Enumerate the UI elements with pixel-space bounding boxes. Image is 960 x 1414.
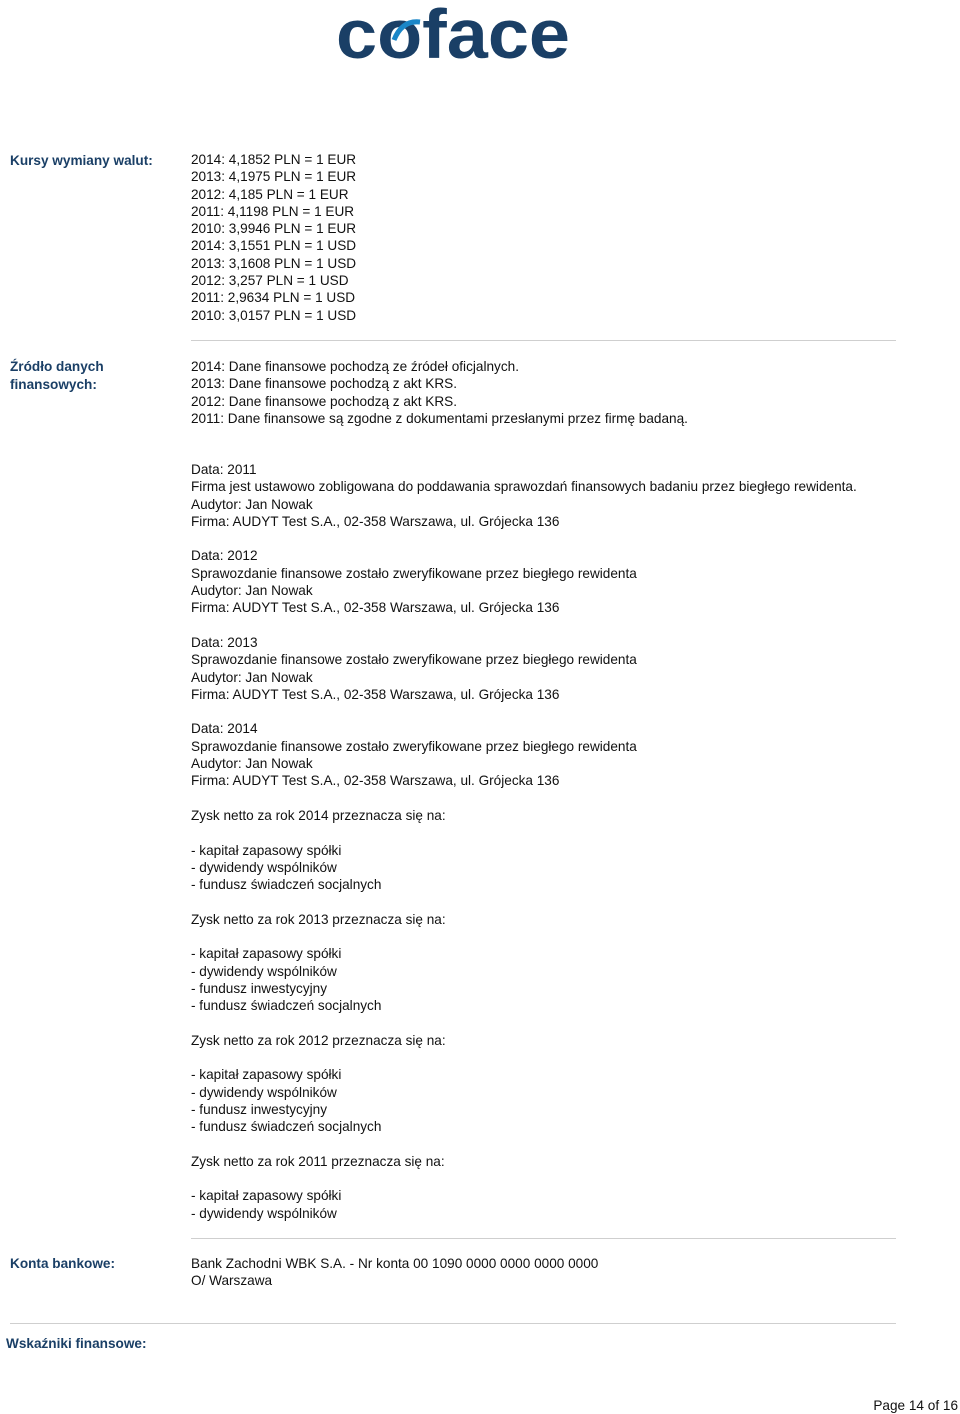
source-line: 2013: Dane finansowe pochodzą z akt KRS. bbox=[191, 376, 458, 392]
profit-title: Zysk netto za rok 2013 przeznacza się na: bbox=[191, 911, 446, 927]
page-number: Page 14 of 16 bbox=[873, 1398, 958, 1413]
audit-desc: Sprawozdanie finansowe zostało zweryfikowane przez biegłego rewidenta bbox=[191, 565, 637, 581]
profit-item: - kapitał zapasowy spółki bbox=[191, 1067, 342, 1083]
profit-title: Zysk netto za rok 2011 przeznacza się na: bbox=[191, 1153, 445, 1169]
profit-item: - fundusz inwestycyjny bbox=[191, 980, 327, 996]
profit-item: - kapitał zapasowy spółki bbox=[191, 1188, 342, 1204]
audit-auditor: Audytor: Jan Nowak bbox=[191, 756, 313, 772]
profit-title: Zysk netto za rok 2014 przeznacza się na: bbox=[191, 807, 446, 823]
source-line: 2014: Dane finansowe pochodzą ze źródeł oficjalnych. bbox=[191, 359, 519, 374]
audit-auditor: Audytor: Jan Nowak bbox=[191, 669, 313, 685]
rate-line: 2010: 3,0157 PLN = 1 USD bbox=[191, 307, 357, 323]
profit-title: Zysk netto za rok 2012 przeznacza się na: bbox=[191, 1032, 446, 1048]
data-source-label-line1: Źródło danych bbox=[10, 359, 104, 374]
audit-auditor: Audytor: Jan Nowak bbox=[191, 583, 313, 599]
bank-account-line: Bank Zachodni WBK S.A. - Nr konta 00 1090 0000 0000 0000 0000 bbox=[191, 1256, 599, 1271]
audit-firm: Firma: AUDYT Test S.A., 02-358 Warszawa, ul. Grójecka 136 bbox=[191, 513, 560, 529]
profit-item: - dywidendy wspólników bbox=[191, 1205, 337, 1221]
rate-line: 2011: 2,9634 PLN = 1 USD bbox=[191, 290, 356, 306]
profit-item: - kapitał zapasowy spółki bbox=[191, 946, 342, 962]
audit-auditor: Audytor: Jan Nowak bbox=[191, 496, 313, 512]
profit-item: - dywidendy wspólników bbox=[191, 1084, 337, 1100]
source-line: 2012: Dane finansowe pochodzą z akt KRS. bbox=[191, 393, 458, 409]
audit-date: Data: 2012 bbox=[191, 548, 258, 564]
audit-date: Data: 2013 bbox=[191, 634, 258, 650]
audit-desc: Firma jest ustawowo zobligowana do poddawania sprawozdań finansowych badaniu przez biegłego rewidenta. bbox=[191, 479, 857, 495]
audit-firm: Firma: AUDYT Test S.A., 02-358 Warszawa, ul. Grójecka 136 bbox=[191, 773, 560, 789]
rate-line: 2010: 3,9946 PLN = 1 EUR bbox=[191, 221, 357, 237]
divider bbox=[191, 1238, 896, 1239]
rate-line: 2014: 4,1852 PLN = 1 EUR bbox=[191, 152, 357, 167]
rate-line: 2013: 3,1608 PLN = 1 USD bbox=[191, 255, 357, 271]
audit-date: Data: 2011 bbox=[191, 462, 257, 477]
exchange-rates-label: Kursy wymiany walut: bbox=[10, 153, 153, 168]
bank-accounts-content bbox=[191, 1255, 951, 1290]
coface-logo bbox=[336, 0, 572, 66]
logo-text: coface bbox=[336, 0, 570, 66]
profit-item: - dywidendy wspólników bbox=[191, 859, 337, 875]
data-source-label-line2: finansowych: bbox=[10, 377, 97, 392]
data-source-label bbox=[10, 358, 180, 394]
audit-firm: Firma: AUDYT Test S.A., 02-358 Warszawa, ul. Grójecka 136 bbox=[191, 686, 560, 702]
audit-desc: Sprawozdanie finansowe zostało zweryfikowane przez biegłego rewidenta bbox=[191, 652, 637, 668]
bank-accounts-label: Konta bankowe: bbox=[10, 1256, 115, 1271]
rate-line: 2014: 3,1551 PLN = 1 USD bbox=[191, 238, 357, 254]
financial-indicators-label: Wskaźniki finansowe: bbox=[6, 1336, 147, 1351]
rate-line: 2013: 4,1975 PLN = 1 EUR bbox=[191, 169, 357, 185]
profit-item: - fundusz świadczeń socjalnych bbox=[191, 998, 382, 1014]
rate-line: 2011: 4,1198 PLN = 1 EUR bbox=[191, 203, 355, 219]
exchange-rates-list bbox=[191, 151, 951, 324]
audit-section bbox=[191, 461, 951, 1222]
profit-item: - kapitał zapasowy spółki bbox=[191, 842, 342, 858]
bank-branch-line: O/ Warszawa bbox=[191, 1273, 273, 1289]
audit-desc: Sprawozdanie finansowe zostało zweryfikowane przez biegłego rewidenta bbox=[191, 738, 637, 754]
profit-item: - fundusz świadczeń socjalnych bbox=[191, 1119, 382, 1135]
divider bbox=[10, 1323, 896, 1324]
audit-firm: Firma: AUDYT Test S.A., 02-358 Warszawa, ul. Grójecka 136 bbox=[191, 600, 560, 616]
source-line: 2011: Dane finansowe są zgodne z dokumentami przesłanymi przez firmę badaną. bbox=[191, 410, 688, 426]
divider bbox=[191, 340, 896, 341]
rate-line: 2012: 4,185 PLN = 1 EUR bbox=[191, 186, 349, 202]
rate-line: 2012: 3,257 PLN = 1 USD bbox=[191, 273, 349, 289]
profit-item: - dywidendy wspólników bbox=[191, 963, 337, 979]
profit-item: - fundusz świadczeń socjalnych bbox=[191, 877, 382, 893]
profit-item: - fundusz inwestycyjny bbox=[191, 1101, 327, 1117]
data-source-list bbox=[191, 358, 951, 427]
audit-date: Data: 2014 bbox=[191, 721, 258, 737]
